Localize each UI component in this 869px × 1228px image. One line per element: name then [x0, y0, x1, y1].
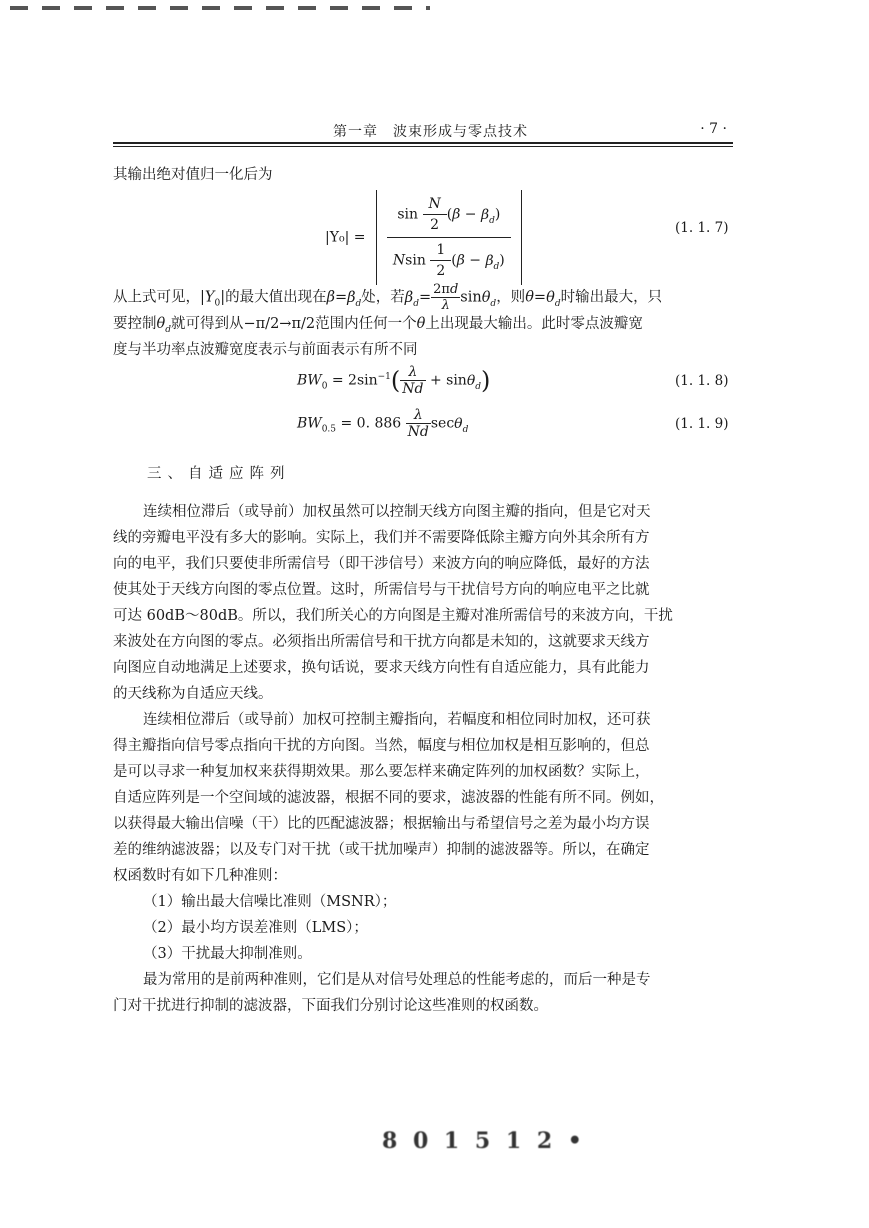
- para-after-eq7-line-3: 度与半功率点波瓣宽度表示与前面表示有所不同: [113, 342, 418, 358]
- equation-1-1-7: [325, 190, 522, 285]
- para-after-eq7-line-1: 从上式可见，$|Y_0|$的最大值出现在$\beta=\beta_d$处，若$\beta_d=$ $\frac{2\pi d}{\lambda}$ sinθ$_d$，则$\theta=\theta_d$时输出最大，只: [113, 282, 663, 313]
- criterion-item: （1）输出最大信噪比准则（MSNR）；: [143, 894, 397, 910]
- library-stamp: 8 0 1 5 1 2 •: [382, 1128, 586, 1154]
- p1-line: 的天线称为自适应天线。: [113, 686, 273, 702]
- eq7-number: (1. 1. 7): [675, 220, 729, 236]
- header-rule-thin: [113, 146, 733, 147]
- criterion-item: （3）干扰最大抑制准则。: [143, 946, 312, 962]
- p1-line: 向图应自动地满足上述要求，换句话说，要求天线方向性有自适应能力，具有此能力: [113, 660, 650, 676]
- p1-line: 可达 60dB～80dB。所以，我们所关心的方向图是主瓣对准所需信号的来波方向，干扰: [113, 608, 673, 624]
- eq7-numerator: sin $\frac{N}{2}$ $(\beta - \beta_d)$: [387, 192, 511, 238]
- criterion-item: （2）最小均方误差准则（LMS）；: [143, 920, 368, 936]
- header-rule-thick: [113, 142, 733, 144]
- running-header: [113, 118, 733, 142]
- p3-line: 最为常用的是前两种准则，它们是从对信号处理总的性能考虑的，而后一种是专: [143, 972, 651, 988]
- para-after-eq7-line-2: 要控制$\theta_d$就可得到从−π/2→π/2范围内任何一个θ上出现最大输出。此时零点波瓣宽: [113, 316, 643, 335]
- p3-line: 门对干扰进行抑制的滤波器，下面我们分别讨论这些准则的权函数。: [113, 998, 548, 1014]
- eq7-denominator: Nsin $\frac{1}{2}$ $(\beta - \beta_d)$: [392, 242, 505, 279]
- p1-line: 使其处于天线方向图的零点位置。这时，所需信号与干扰信号方向的响应电平之比就: [113, 582, 650, 598]
- p2-line: 以获得最大输出信噪（干）比的匹配滤波器；根据输出与希望信号之差为最小均方误: [113, 816, 650, 832]
- equation-1-1-8: $BW_0 = 2\sin^{-1}$( $\frac{\lambda}{Nd}$ + sinθ$_d$): [297, 364, 491, 397]
- p2-line: 自适应阵列是一个空间域的滤波器，根据不同的要求，滤波器的性能有所不同。例如，: [113, 790, 664, 806]
- p2-line: 得主瓣指向信号零点指向干扰的方向图。当然，幅度与相位加权是相互影响的，但总: [113, 738, 650, 754]
- p1-line: 来波处在方向图的零点。必须指出所需信号和干扰方向都是未知的，这就要求天线方: [113, 634, 650, 650]
- chapter-title: 第一章 波束形成与零点技术: [333, 124, 528, 140]
- p2-line: 差的维纳滤波器；以及专门对干扰（或干扰加噪声）抑制的滤波器等。所以，在确定: [113, 842, 650, 858]
- p1-line: 向的电平，我们只要使非所需信号（即干涉信号）来波方向的响应降低，最好的方法: [113, 556, 650, 572]
- intro-line: 其输出绝对值归一化后为: [113, 167, 273, 183]
- p1-line: 连续相位滞后（或导前）加权虽然可以控制天线方向图主瓣的指向，但是它对天: [143, 504, 651, 520]
- page-number: · 7 ·: [700, 121, 727, 137]
- eq8-number: (1. 1. 8): [675, 373, 729, 389]
- eq9-number: (1. 1. 9): [675, 416, 729, 432]
- p2-line: 权函数时有如下几种准则：: [113, 868, 287, 884]
- eq7-lhs: |Y₀| =: [325, 229, 366, 246]
- p1-line: 线的旁瓣电平没有多大的影响。实际上，我们并不需要降低除主瓣方向外其余所有方: [113, 530, 650, 546]
- section-title: 三、自适应阵列: [147, 466, 291, 482]
- top-dash-rule: [10, 6, 430, 10]
- eq9-coefficient: 0. 886: [356, 415, 402, 432]
- p2-line: 是可以寻求一种复加权来获得期效果。那么要怎样来确定阵列的加权函数？实际上，: [113, 764, 650, 780]
- p2-line: 连续相位滞后（或导前）加权可控制主瓣指向，若幅度和相位同时加权，还可获: [143, 712, 651, 728]
- equation-1-1-9: $BW_{0.5} = 0$. 886 $\frac{\lambda}{Nd}$ secθ$_d$: [297, 407, 469, 440]
